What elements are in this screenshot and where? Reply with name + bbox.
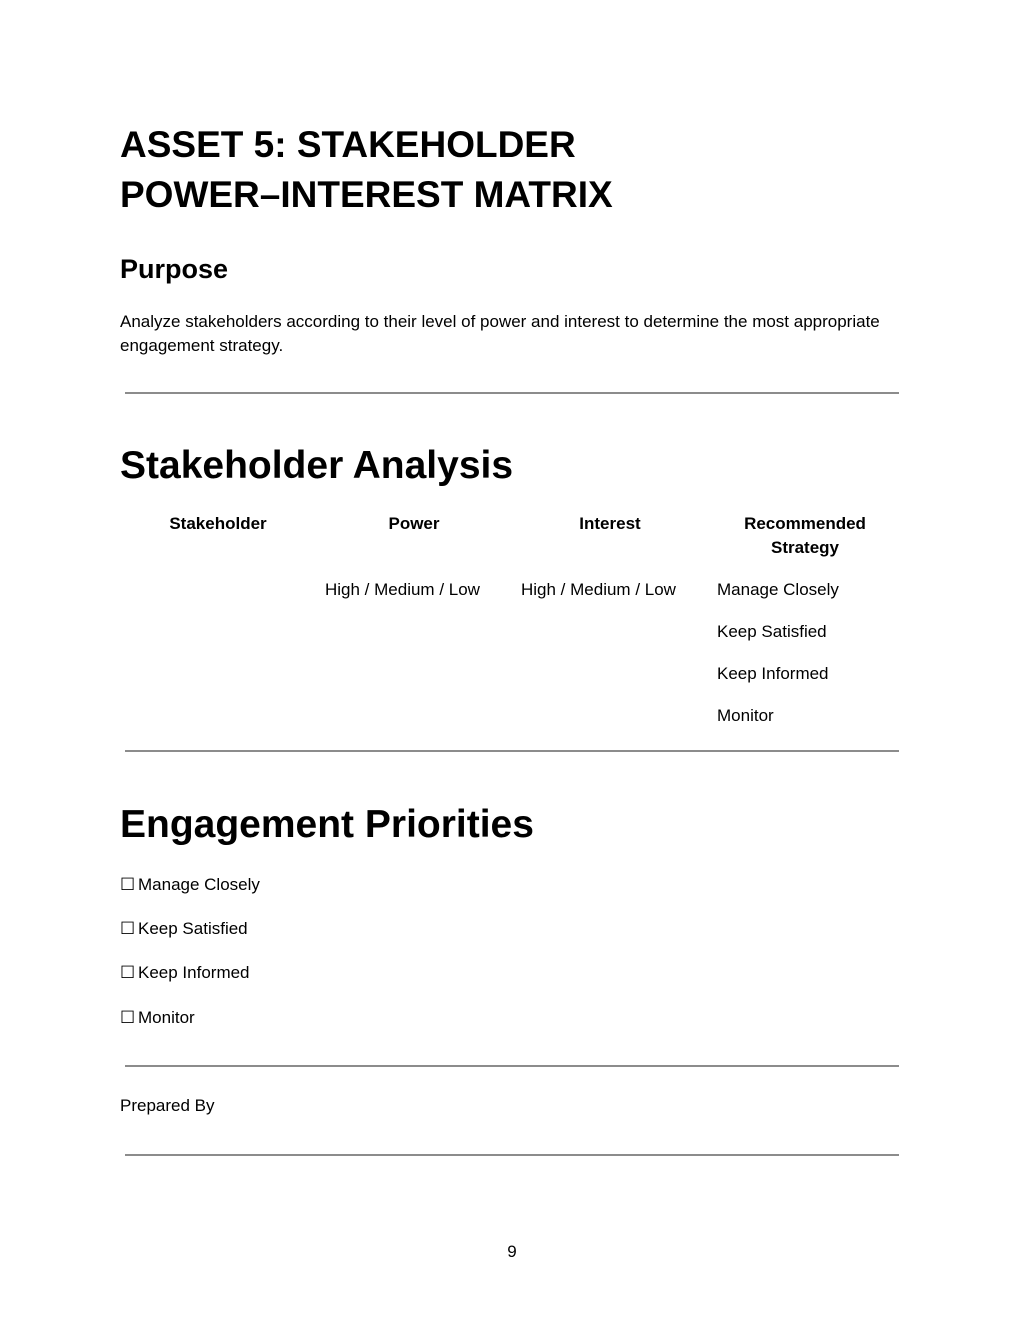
priority-item[interactable] — [120, 917, 248, 941]
strategy-option: Keep Satisfied — [717, 622, 827, 641]
checkbox-icon[interactable]: ☐ — [120, 919, 136, 938]
power-options: High / Medium / Low — [325, 580, 480, 599]
divider — [125, 1065, 899, 1067]
column-header-interest: Interest — [579, 514, 641, 533]
strategy-option: Manage Closely — [717, 580, 839, 599]
column-header-strategy — [715, 512, 895, 560]
page-number: 9 — [507, 1242, 517, 1261]
column-header-strategy-line1: Recommended — [744, 514, 866, 533]
page-title-line2: POWER–INTEREST MATRIX — [120, 174, 613, 215]
priority-item[interactable] — [120, 1006, 195, 1030]
strategy-option: Monitor — [717, 706, 774, 725]
stakeholder-analysis-heading: Stakeholder Analysis — [120, 444, 514, 487]
checkbox-icon[interactable]: ☐ — [120, 963, 136, 982]
strategy-option: Keep Informed — [717, 664, 829, 683]
prepared-by-label: Prepared By — [120, 1096, 215, 1115]
priority-label: Keep Informed — [138, 963, 250, 982]
priority-label: Keep Satisfied — [138, 919, 248, 938]
priority-item[interactable] — [120, 873, 260, 897]
engagement-priorities-heading: Engagement Priorities — [120, 803, 534, 846]
purpose-text: Analyze stakeholders according to their level of power and interest to determine the most appropriate engagement strategy. — [120, 312, 880, 355]
page-title-line1: ASSET 5: STAKEHOLDER — [120, 124, 576, 165]
checkbox-icon[interactable]: ☐ — [120, 875, 136, 894]
priority-label: Manage Closely — [138, 875, 260, 894]
divider — [125, 750, 899, 752]
checkbox-icon[interactable]: ☐ — [120, 1008, 136, 1027]
column-header-strategy-line2: Strategy — [770, 538, 840, 557]
purpose-heading: Purpose — [120, 254, 229, 284]
interest-options: High / Medium / Low — [521, 580, 676, 599]
column-header-stakeholder: Stakeholder — [169, 514, 267, 533]
page-title — [120, 120, 613, 220]
column-header-power: Power — [388, 514, 440, 533]
priority-item[interactable] — [120, 961, 250, 985]
priority-label: Monitor — [138, 1008, 195, 1027]
signature-line — [125, 1154, 899, 1156]
divider — [125, 392, 899, 394]
